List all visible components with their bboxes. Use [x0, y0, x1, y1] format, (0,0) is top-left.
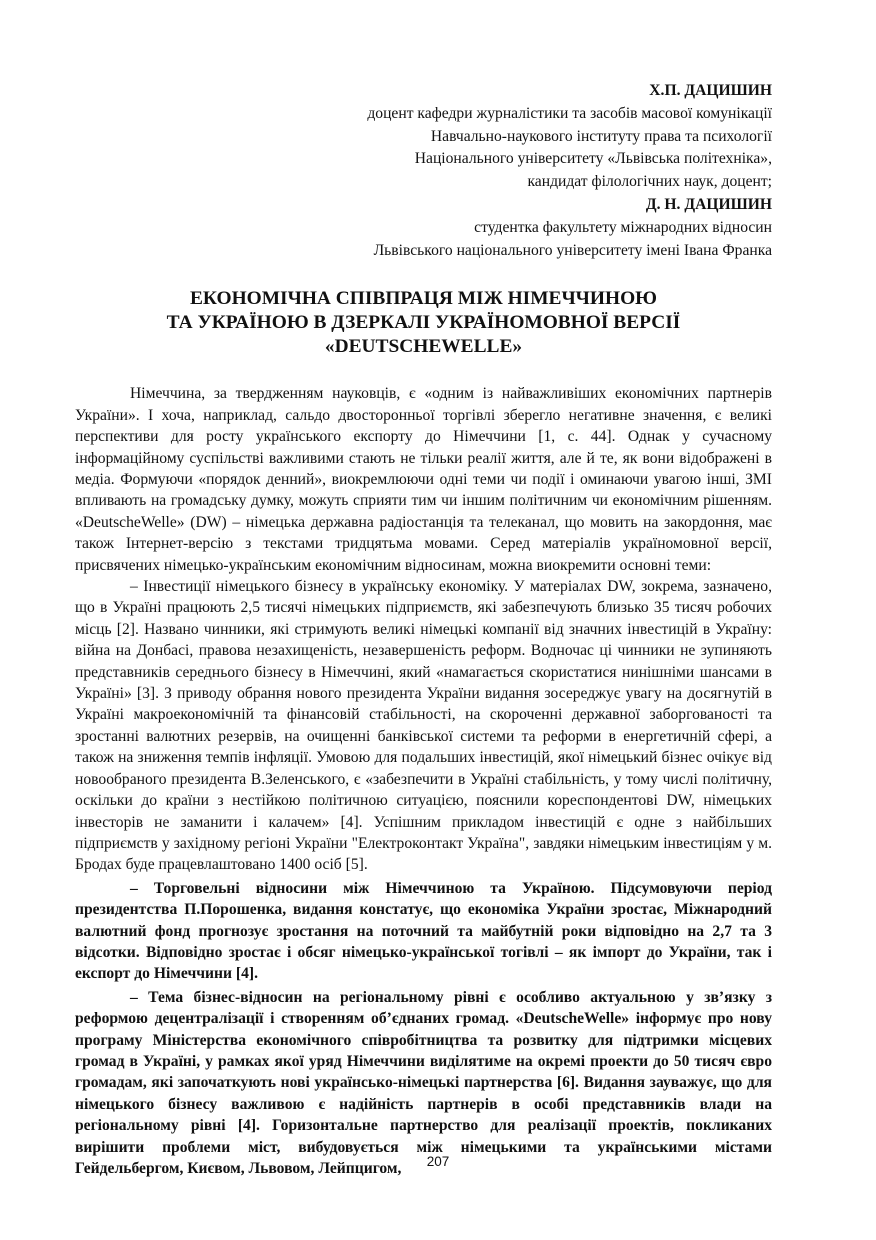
body-paragraph-investments: – Інвестиції німецького бізнесу в українську економіку. У матеріалах DW, зокрема, зазначено, що в Україні працюють 2,5 тисячі німецьких підприємств, які забезпечують близько 35 тисяч робочих місць [2]. Названо чинники, які стримують великі німецькі компанії від значних інвестицій в Україну: війна на Донбасі, правова незахищеність, незавершеність реформ. Водночас ці чинники не зупиняють представників середнього бізнесу в Німеччині, який «намагається скористатися нинішніми шансами в Україні» [3]. З приводу обрання нового президента України видання зосереджує увагу на досягнутій в Україні макроекономічній та фінансовій стабільності, на скороченні державної заборгованості та зростанні валютних резервів, на очищенні банківської системи та реформи в енергетичній сфері, а також на зниження темпів інфляції. Умовою для подальших інвестицій, якої німецький бізнес очікує від новообраного президента В.Зеленського, є «забезпечити в Україні стабільність, у тому числі політичну, оскільки до країни з нестійкою політичною ситуацією, пояснили кореспондентові DW, німецьких інвесторів не заманити і калачем» [4]. Успішним прикладом інвестицій є одне з найбільших підприємств у західному регіоні України "Електроконтакт Україна", завдяки німецьким інвестиціям у м. Бродах буде працевлаштовано 1400 осіб [5]. [75, 578, 772, 874]
title-line: ТА УКРАЇНОЮ В ДЗЕРКАЛІ УКРАЇНОМОВНОЇ ВЕРСІЇ [166, 312, 681, 334]
title-line: «DEUTSCHEWELLE» [324, 336, 523, 358]
author-2-name: Д. Н. ДАЦИШИН [645, 195, 772, 213]
article-body [75, 383, 772, 1179]
author-2-affiliation-line: студентка факультету міжнародних відносин [474, 218, 772, 236]
title-line: ЕКОНОМІЧНА СПІВПРАЦЯ МІЖ НІМЕЧЧИНОЮ [190, 288, 657, 310]
author-1-affiliation-line: Навчально-наукового інституту права та психології [430, 127, 772, 145]
author-1-affiliation-line: доцент кафедри журналістики та засобів масової комунікації [367, 104, 772, 122]
body-paragraph-intro: Німеччина, за твердженням науковців, є «одним із найважливіших економічних партнерів України». І хоча, наприклад, сальдо двосторонньої торгівлі зберегло негативне значення, є великі перспективи для росту українського експорту до Німеччини [1, с. 44]. Однак у сучасному інформаційному суспільстві важливими стають не тільки реалії життя, але й те, як вони відображені в медіа. Формуючи «порядок денний», виокремлюючи одні теми чи події і оминаючи увагою інші, ЗМІ впливають на громадську думку, можуть сприяти тим чи іншим політичним чи економічним рішенням. «DeutscheWelle» (DW) – німецька державна радіостанція та телеканал, що мовить на закордоння, має також Інтернет-версію з текстами тридцятьма мовами. Серед матеріалів україномовної версії, присвячених німецько-українським економічним відносинам, можна виокремити основні теми: [75, 385, 772, 574]
article-title [75, 287, 772, 359]
document-page [75, 80, 772, 1179]
page-number: 207 [426, 1154, 450, 1169]
author-1-affiliation-line: кандидат філологічних наук, доцент; [527, 173, 772, 191]
author-1-affiliation-line: Національного університету «Львівська політехніка», [414, 150, 772, 168]
author-2-affiliation-line: Львівського національного університету імені Івана Франка [373, 241, 772, 259]
author-block [75, 80, 772, 262]
body-paragraph-trade: – Торговельні відносини між Німеччиною та Україною. Підсумовуючи період президентства П.Порошенка, видання констатує, що економіка України зростає, Міжнародний валютний фонд прогнозує зростання на поточний та майбутній роки відповідно на 2,7 та 3 відсотки. Відповідно зростає і обсяг німецько-української тогівлі – як імпорт до України, так і експорт до Німеччини [4]. [75, 879, 772, 983]
body-paragraph-regional: – Тема бізнес-відносин на регіональному рівні є особливо актуальною у зв’язку з реформою децентралізації і створенням об’єднаних громад. «DeutscheWelle» інформує про нову програму Міністерства економічного співробітництва та розвитку для підтримки місцевих громад в Україні, у рамках якої уряд Німеччини виділятиме на окремі проекти до 50 тисяч євро громадам, які започаткують нові українсько-німецькі партнерства [6]. Видання зауважує, що для німецького бізнесу важливою є надійність партнерів в особі представників влади на регіональному рівні [4]. Горизонтальне партнерство для реалізації проектів, покликаних вирішити проблеми міст, вибудовується між німецькими та українськими містами Гейдельбергом, Києвом, Львовом, Лейпцигом, [75, 988, 772, 1177]
author-1-name: Х.П. ДАЦИШИН [649, 82, 772, 99]
